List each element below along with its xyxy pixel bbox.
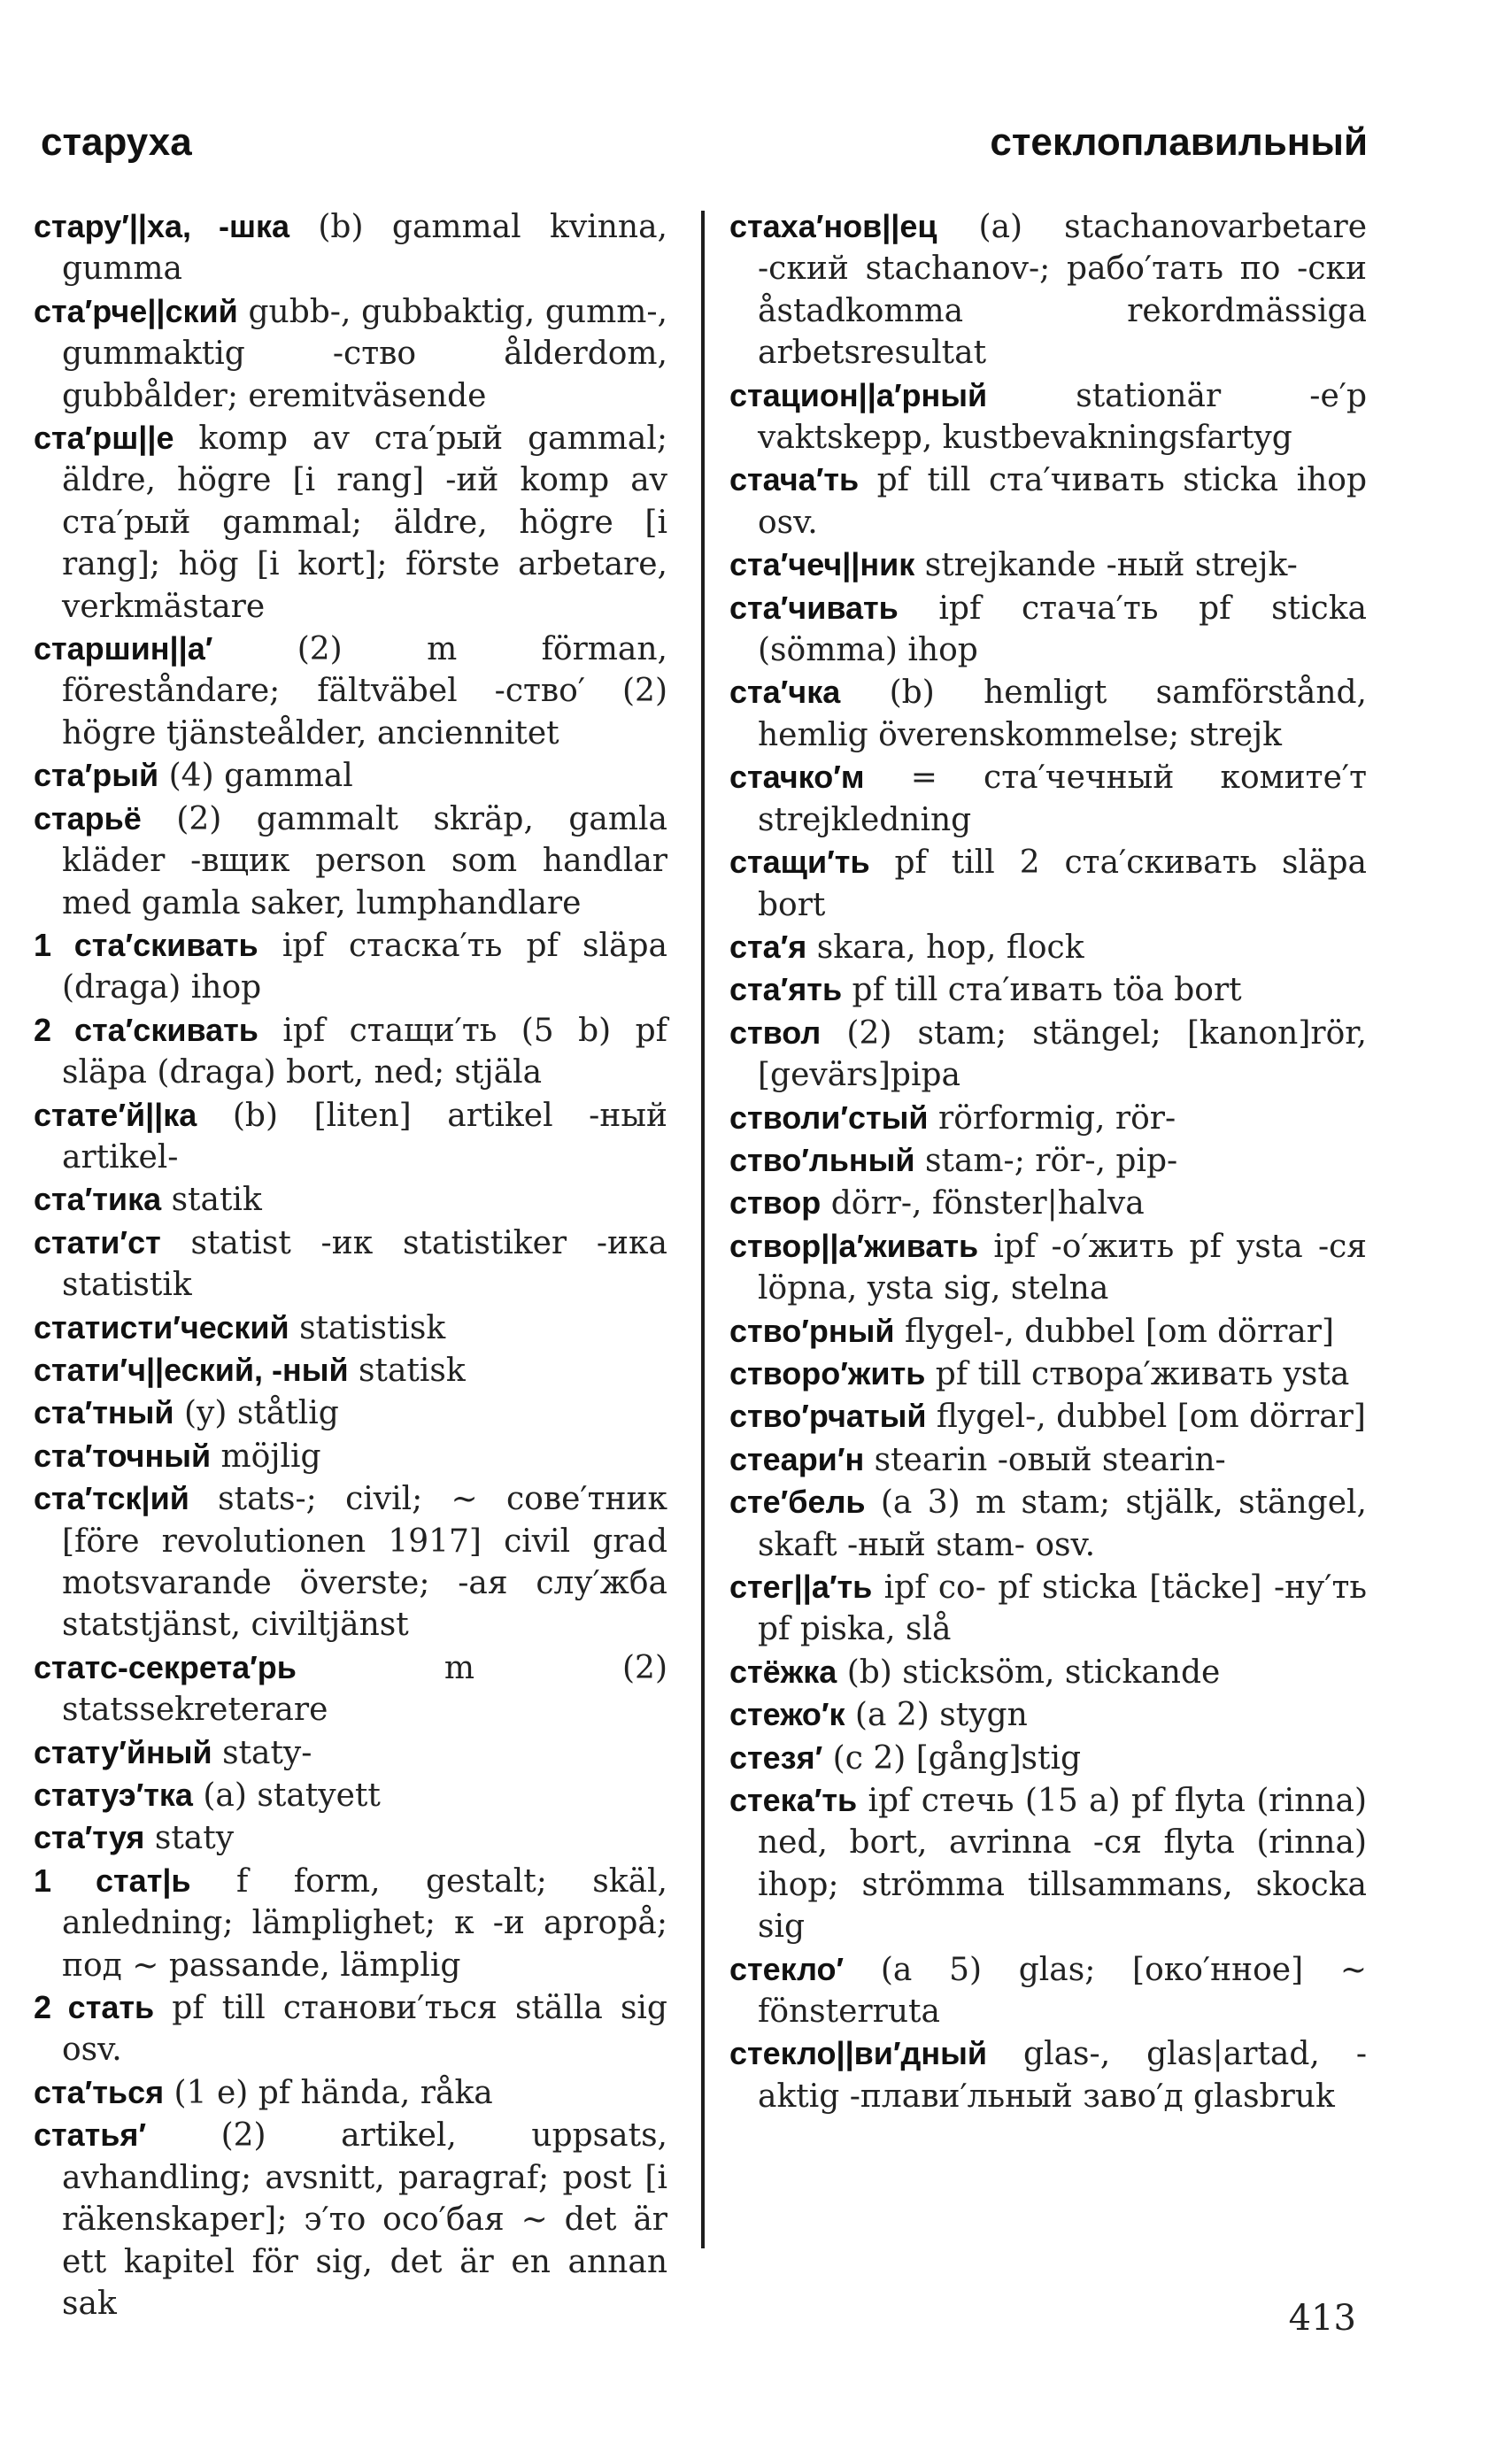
dictionary-entry [729, 671, 1367, 756]
entry-headword: статуэ′тка [34, 1777, 193, 1814]
dictionary-entry [729, 841, 1367, 926]
dictionary-entry [729, 1012, 1367, 1097]
dictionary-entry [729, 1139, 1367, 1182]
entry-definition: ipf стаска′ть pf släpa (draga) ihop [62, 927, 667, 1006]
entry-headword: 1 стат|ь [34, 1862, 191, 1899]
entry-definition: staty [154, 1820, 235, 1857]
entry-definition: f form, gestalt; skäl, anledning; lämplighet; к -и apropå; под ~ passande, lämplig [62, 1862, 667, 1984]
dictionary-entry [34, 2071, 667, 2114]
entry-headword: ста′рче||ский [34, 292, 238, 329]
entry-definition: ipf стащи′ть (5 b) pf släpa (draga) bort, ned; stjäla [62, 1012, 667, 1091]
entry-headword: ство′льный [729, 1141, 915, 1178]
entry-headword: ста′чка [729, 674, 841, 711]
dictionary-entry [34, 1178, 667, 1221]
entry-headword: статс-секрета′рь [34, 1648, 297, 1685]
entry-definition: pf till ста′чивать sticka ihop osv. [758, 462, 1367, 541]
entry-definition: stats-; civil; ~ сове′тник [före revolutionen 1917] civil grad motsvarande överste; -ая слу′жба statstjänst, civiltjänst [62, 1481, 667, 1644]
entry-headword: створ [729, 1184, 822, 1222]
entry-definition: skara, hop, flock [816, 929, 1084, 966]
entry-headword: ста′точный [34, 1437, 212, 1474]
dictionary-entry [729, 1395, 1367, 1438]
entry-definition: (c 2) [gång]stig [832, 1739, 1082, 1777]
entry-headword: ста′тск|ий [34, 1480, 189, 1517]
entry-headword: стати′ст [34, 1223, 161, 1261]
entry-definition: (4) gammal [168, 758, 353, 795]
entry-headword: стволи′стый [729, 1099, 929, 1136]
entry-definition: statistisk [299, 1309, 446, 1346]
dictionary-entry [729, 587, 1367, 672]
dictionary-entry [34, 1349, 667, 1392]
entry-definition: rörformig, rör- [938, 1099, 1176, 1137]
entry-headword: 1 ста′скивать [34, 926, 258, 963]
entry-headword: ство′рный [729, 1312, 895, 1349]
entry-headword: ста′тика [34, 1181, 162, 1218]
dictionary-entry [729, 459, 1367, 544]
entry-definition: ipf -о′жить pf ysta -ся löpna, ysta sig, stelna [758, 1228, 1367, 1307]
entry-headword: ста′чивать [729, 589, 899, 626]
entry-definition: komp av ста′рый gammal; äldre, högre [i rang] -ий komp av ста′рый gammal; äldre, högre [i rang]; hög [i kort]; förste arbetare, verkmästare [62, 420, 668, 625]
dictionary-entry [34, 1094, 667, 1179]
entry-headword: сте′бель [729, 1484, 866, 1521]
entry-headword: ста′туя [34, 1819, 145, 1856]
entry-headword: стежо′к [729, 1696, 845, 1733]
entry-headword: стезя′ [729, 1739, 823, 1776]
entry-headword: стату′йный [34, 1733, 212, 1770]
entry-definition: statik [171, 1182, 262, 1219]
header-last-word: стеклоплавильный [990, 120, 1368, 164]
entry-definition: pf till створа′живать ysta [935, 1355, 1350, 1392]
entry-definition: ipf со- pf sticka [täcke] -ну′ть pf piska, slå [758, 1569, 1367, 1648]
dictionary-entry [34, 628, 667, 754]
page-number: 413 [1288, 2298, 1356, 2339]
entry-definition: (y) ståtlig [184, 1395, 339, 1432]
entry-headword: старшин||а′ [34, 630, 213, 667]
entry-definition: (1 e) pf hända, råka [174, 2074, 493, 2111]
dictionary-entry [729, 1310, 1367, 1353]
dictionary-entry [729, 1948, 1367, 2033]
dictionary-entry [729, 1097, 1367, 1139]
entry-headword: стег||а′ть [729, 1569, 873, 1605]
dictionary-entry [729, 1481, 1367, 1566]
entry-definition: statisk [359, 1352, 466, 1389]
dictionary-entry [729, 1438, 1367, 1481]
entry-definition: (2) m förman, föreståndare; fältväbel -ство′ (2) högre tjänsteålder, anciennitet [62, 631, 668, 752]
entry-definition: pf till станови′ться ställa sig osv. [62, 1990, 667, 2069]
entry-definition: möjlig [220, 1438, 321, 1475]
entry-headword: ствол [729, 1014, 822, 1051]
entry-definition: = ста′чечный комите′т strejkledning [758, 759, 1367, 838]
entry-headword: стате′й||ка [34, 1096, 197, 1133]
dictionary-entry [34, 1774, 667, 1816]
entry-definition: (b) gammal kvinna, gumma [62, 209, 667, 288]
entry-definition: statist -ик statistiker -ика statistik [62, 1224, 667, 1304]
entry-definition: (a) stachanovarbetare -ский stachanov-; рабо′тать по -ски åstadkomma rekordmässiga arbetsresultat [758, 209, 1367, 372]
entry-headword: стати′ч||еский, -ный [34, 1351, 349, 1388]
entry-definition: stationär -е′р vaktskepp, kustbevakningsfartyg [758, 377, 1367, 457]
dictionary-entry [34, 1307, 667, 1349]
dictionary-entry [729, 1353, 1367, 1395]
dictionary-entry [34, 1731, 667, 1774]
entry-definition: ipf стечь (15 a) pf flyta (rinna) ned, bort, avrinna -ся flyta (rinna) ihop; strömma tillsammans, skocka sig [758, 1783, 1367, 1946]
entry-headword: стекло||ви′дный [729, 2035, 988, 2072]
left-column [34, 205, 667, 2324]
entry-headword: створо′жить [729, 1354, 926, 1392]
dictionary-entry [729, 1693, 1367, 1736]
entry-headword: 2 ста′скивать [34, 1011, 258, 1048]
dictionary-entry [34, 205, 667, 290]
entry-definition: (a 2) stygn [854, 1697, 1028, 1734]
right-column [729, 205, 1367, 2117]
entry-headword: стаха′нов||ец [729, 208, 937, 244]
entry-headword: ста′ять [729, 971, 843, 1008]
entry-definition: flygel-, dubbel [om dörrar] [905, 1313, 1334, 1350]
entry-headword: статисти′ческий [34, 1308, 289, 1345]
dictionary-entry [34, 417, 667, 628]
entry-definition: (a 5) glas; [око′нное] ~ fönsterruta [758, 1951, 1367, 2031]
entry-headword: старьё [34, 799, 142, 837]
header-first-word: старуха [41, 120, 192, 164]
dictionary-entry [34, 2114, 667, 2324]
entry-definition: (2) stam; stängel; [kanon]rör, [gevärs]pipa [758, 1014, 1367, 1094]
entry-headword: стача′ть [729, 461, 860, 498]
entry-definition: m (2) statssekreterare [62, 1649, 667, 1729]
entry-headword: стекло′ [729, 1950, 845, 1987]
dictionary-entry [729, 2032, 1367, 2117]
dictionary-entry [729, 968, 1367, 1011]
dictionary-entry [729, 1566, 1367, 1651]
entry-definition: (b) [liten] artikel -ный artikel- [62, 1097, 667, 1176]
entry-headword: стару′||ха, -шка [34, 208, 289, 244]
entry-headword: ста′ться [34, 2073, 165, 2110]
dictionary-entry [729, 756, 1367, 841]
dictionary-entry [34, 754, 667, 797]
entry-definition: (a 3) m stam; stjälk, stängel, skaft -ный stam- osv. [758, 1484, 1367, 1563]
entry-headword: ста′тный [34, 1394, 174, 1431]
dictionary-entry [34, 1816, 667, 1859]
entry-definition: ipf стача′ть pf sticka (sömma) ihop [758, 590, 1367, 669]
entry-definition: strejkande -ный strejk- [924, 547, 1298, 584]
entry-headword: статья′ [34, 2116, 147, 2154]
dictionary-entry [34, 1477, 667, 1646]
dictionary-entry [729, 1779, 1367, 1948]
dictionary-entry [729, 926, 1367, 968]
entry-headword: стека′ть [729, 1782, 858, 1819]
entry-headword: ста′чеч||ник [729, 546, 915, 583]
column-divider [701, 211, 705, 2248]
entry-definition: stearin -овый stearin- [874, 1441, 1226, 1478]
entry-definition: gubb-, gubbaktig, gumm-, gummaktig -ство ålderdom, gubbålder; eremitväsende [62, 293, 667, 414]
entry-definition: (2) artikel, uppsats, avhandling; avsnitt, paragraf; post [i räkenskaper]; э′то осо′бая ~ det är ett kapitel för sig, det är en annan sak [62, 2117, 667, 2322]
entry-definition: pf till 2 ста′скивать släpa bort [758, 844, 1367, 923]
entry-headword: ста′я [729, 928, 807, 965]
entry-headword: ста′рый [34, 757, 159, 794]
dictionary-entry [34, 1392, 667, 1434]
entry-definition: (b) hemligt samförstånd, hemlig överenskommelse; strejk [758, 675, 1368, 753]
dictionary-entry [34, 290, 667, 417]
entry-headword: стёжка [729, 1653, 837, 1690]
entry-definition: (2) gammalt skräp, gamla kläder -вщик person som handlar med gamla saker, lumphandlare [62, 800, 667, 921]
entry-definition: (b) sticksöm, stickande [846, 1654, 1221, 1691]
dictionary-entry [34, 1986, 667, 2071]
entry-headword: створ||а′живать [729, 1227, 979, 1264]
entry-headword: 2 стать [34, 1989, 155, 2026]
entry-definition: staty- [222, 1734, 312, 1771]
entry-definition: pf till ста′ивать töa bort [852, 972, 1242, 1009]
entry-headword: стачко′м [729, 759, 865, 796]
entry-definition: dörr-, fönster|halva [830, 1185, 1145, 1222]
dictionary-entry [34, 1646, 667, 1731]
entry-headword: ство′рчатый [729, 1398, 927, 1435]
entry-headword: стеари′н [729, 1440, 865, 1477]
entry-headword: стащи′ть [729, 844, 870, 881]
dictionary-entry [34, 1435, 667, 1477]
entry-definition: stam-; rör-, pip- [925, 1142, 1178, 1179]
entry-definition: flygel-, dubbel [om dörrar] [936, 1399, 1366, 1436]
dictionary-entry [34, 924, 667, 1009]
entry-definition: (a) statyett [203, 1777, 381, 1815]
dictionary-entry [34, 1860, 667, 1986]
dictionary-entry [34, 798, 667, 924]
dictionary-entry [729, 544, 1367, 586]
dictionary-entry [729, 205, 1367, 374]
dictionary-entry [729, 1651, 1367, 1693]
entry-definition: glas-, glas|artad, -aktig -плави′льный заво′д glasbruk [758, 2036, 1367, 2115]
entry-headword: ста′рш||е [34, 420, 174, 457]
dictionary-entry [729, 1737, 1367, 1779]
entry-headword: стацион||а′рный [729, 376, 988, 413]
dictionary-entry [34, 1222, 667, 1307]
dictionary-entry [729, 1182, 1367, 1224]
dictionary-entry [729, 374, 1367, 459]
dictionary-entry [729, 1225, 1367, 1310]
dictionary-entry [34, 1009, 667, 1094]
